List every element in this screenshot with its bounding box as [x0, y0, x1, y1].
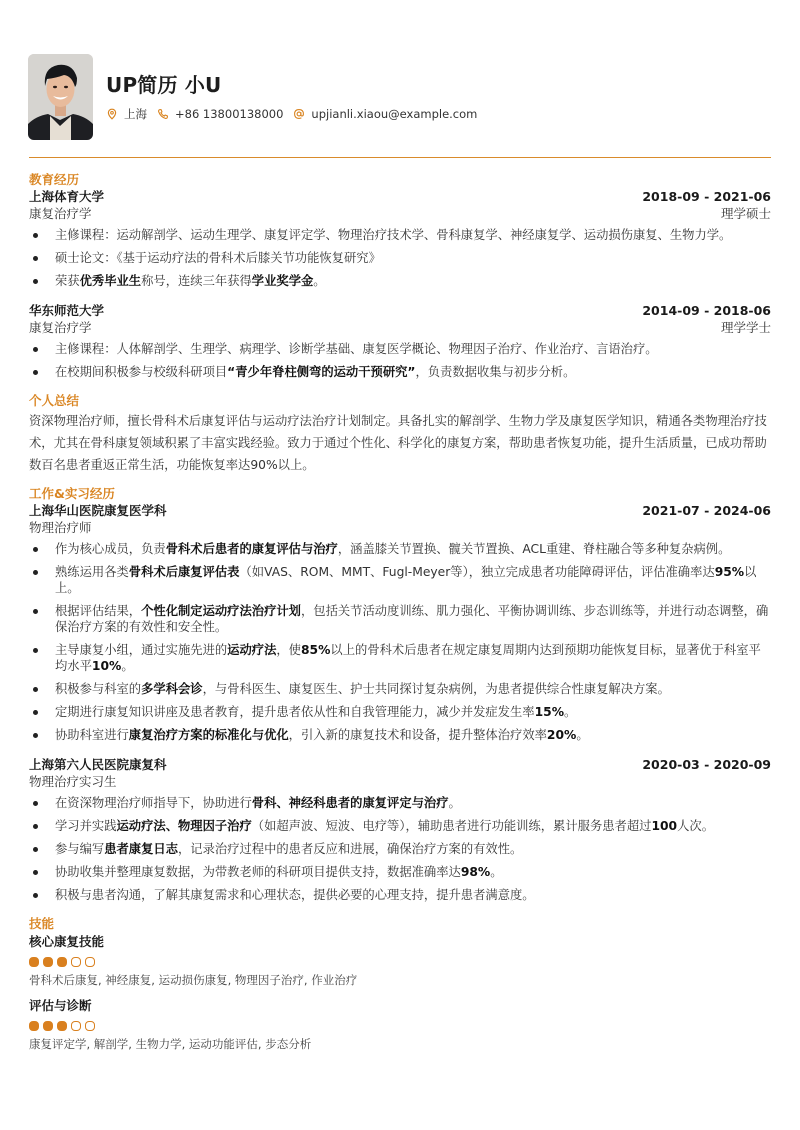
phone-text[interactable]: +86 13800138000 [175, 107, 284, 121]
bullet-item: 定期进行康复知识讲座及患者教育，提升患者依从性和自我管理能力，减少并发症发生率15%。 [29, 704, 771, 720]
bullet-item: 熟练运用各类骨科术后康复评估表（如VAS、ROM、MMT、Fugl-Meyer等），独立完成患者功能障碍评估，评估准确率达95%以上。 [29, 564, 771, 596]
education-section [29, 172, 771, 380]
candidate-name: UP简历 小U [106, 73, 222, 97]
major: 康复治疗学 [29, 320, 92, 335]
phone-icon [157, 108, 169, 120]
section-title-education: 教育经历 [29, 172, 80, 187]
resume-content [29, 172, 771, 1052]
contact-row [106, 106, 487, 122]
skill-group [29, 933, 771, 988]
work-bullets [29, 541, 771, 743]
contact-location [106, 106, 147, 122]
bullet-item: 硕士论文：《基于运动疗法的骨科术后膝关节功能恢复研究》 [29, 250, 771, 266]
summary-text: 资深物理治疗师，擅长骨科术后康复评估与运动疗法治疗计划制定。具备扎实的解剖学、生物力学及康复医学知识，精通各类物理治疗技术，尤其在骨科康复领域积累了丰富实践经验。致力于通过个性化、科学化的康复方案，帮助患者恢复功能，提升生活质量，已成功帮助数百名患者重返正常生活，功能恢复率达90%以上。 [29, 414, 767, 472]
bullet-item: 积极参与科室的多学科会诊，与骨科医生、康复医生、护士共同探讨复杂病例，为患者提供综合性康复解决方案。 [29, 681, 771, 697]
bullet-item: 协助收集并整理康复数据，为带教老师的科研项目提供支持，数据准确率达98%。 [29, 864, 771, 880]
school-name: 华东师范大学 [29, 303, 105, 318]
bullet-item: 作为核心成员，负责骨科术后患者的康复评估与治疗，涵盖膝关节置换、髋关节置换、ACL重建、脊柱融合等多种复杂病例。 [29, 541, 771, 557]
work-date: 2020-03 - 2020-09 [642, 757, 771, 772]
contact-email [293, 107, 477, 121]
bullet-item: 主导康复小组，通过实施先进的运动疗法，使85%以上的骨科术后患者在规定康复周期内达到预期功能恢复目标，显著优于科室平均水平10%。 [29, 642, 771, 674]
job-role: 物理治疗实习生 [29, 774, 117, 789]
filled-dot-icon [29, 1021, 39, 1031]
degree: 理学学士 [720, 320, 771, 335]
filled-dot-icon [29, 957, 39, 967]
bullet-item: 在校期间积极参与校级科研项目“青少年脊柱侧弯的运动干预研究”，负责数据收集与初步分析。 [29, 364, 771, 380]
at-icon [293, 108, 305, 120]
email-text[interactable]: upjianli.xiaou@example.com [311, 107, 478, 121]
contact-phone [157, 107, 283, 121]
bullet-item: 学习并实践运动疗法、物理因子治疗（如超声波、短波、电疗等），辅助患者进行功能训练，累计服务患者超过100人次。 [29, 818, 771, 834]
school-name: 上海体育大学 [29, 189, 105, 204]
bullet-item: 积极与患者沟通，了解其康复需求和心理状态，提供必要的心理支持，提升患者满意度。 [29, 887, 771, 903]
skills-section [29, 916, 771, 1052]
bullet-item: 根据评估结果，个性化制定运动疗法治疗计划，包括关节活动度训练、肌力强化、平衡协调训练、步态训练等，并进行动态调整，确保治疗方案的有效性和安全性。 [29, 603, 771, 635]
education-entry [29, 188, 771, 289]
portrait-icon [28, 54, 93, 140]
bullet-item: 荣获优秀毕业生称号，连续三年获得学业奖学金。 [29, 273, 771, 289]
education-date: 2018-09 - 2021-06 [642, 189, 771, 204]
filled-dot-icon [57, 957, 67, 967]
work-bullets [29, 795, 771, 903]
work-entry [29, 502, 771, 743]
empty-dot-icon [85, 957, 95, 967]
work-section [29, 486, 771, 903]
location-text: 上海 [124, 107, 147, 121]
organization-name: 上海第六人民医院康复科 [29, 757, 167, 772]
section-title-work: 工作&实习经历 [29, 486, 115, 501]
header-info [106, 72, 487, 122]
skill-items: 康复评定学, 解剖学, 生物力学, 运动功能评估, 步态分析 [29, 1037, 312, 1051]
education-bullets [29, 227, 771, 289]
skill-level-rating [29, 957, 771, 967]
filled-dot-icon [43, 1021, 53, 1031]
summary-section [29, 393, 771, 476]
skill-level-rating [29, 1021, 771, 1031]
bullet-item: 参与编写患者康复日志，记录治疗过程中的患者反应和进展，确保治疗方案的有效性。 [29, 841, 771, 857]
job-role: 物理治疗师 [29, 520, 92, 535]
work-entry [29, 756, 771, 903]
filled-dot-icon [43, 957, 53, 967]
profile-photo [28, 54, 93, 140]
education-entry [29, 302, 771, 380]
skill-group [29, 997, 771, 1052]
header-divider [29, 157, 771, 158]
bullet-item: 主修课程：运动解剖学、运动生理学、康复评定学、物理治疗技术学、骨科康复学、神经康复学、运动损伤康复、生物力学。 [29, 227, 771, 243]
empty-dot-icon [85, 1021, 95, 1031]
bullet-item: 主修课程：人体解剖学、生理学、病理学、诊断学基础、康复医学概论、物理因子治疗、作业治疗、言语治疗。 [29, 341, 771, 357]
education-date: 2014-09 - 2018-06 [642, 303, 771, 318]
major: 康复治疗学 [29, 206, 92, 221]
resume-header [28, 54, 487, 140]
filled-dot-icon [57, 1021, 67, 1031]
empty-dot-icon [71, 1021, 81, 1031]
empty-dot-icon [71, 957, 81, 967]
work-date: 2021-07 - 2024-06 [642, 503, 771, 518]
degree: 理学硕士 [720, 206, 771, 221]
section-title-skills: 技能 [29, 916, 55, 931]
education-bullets [29, 341, 771, 380]
skill-items: 骨科术后康复, 神经康复, 运动损伤康复, 物理因子治疗, 作业治疗 [29, 973, 358, 987]
bullet-item: 协助科室进行康复治疗方案的标准化与优化，引入新的康复技术和设备，提升整体治疗效率20%。 [29, 727, 771, 743]
organization-name: 上海华山医院康复医学科 [29, 503, 167, 518]
skill-group-name: 核心康复技能 [29, 934, 105, 949]
section-title-summary: 个人总结 [29, 393, 80, 408]
map-pin-icon [106, 108, 118, 120]
skill-group-name: 评估与诊断 [29, 998, 92, 1013]
bullet-item: 在资深物理治疗师指导下，协助进行骨科、神经科患者的康复评定与治疗。 [29, 795, 771, 811]
